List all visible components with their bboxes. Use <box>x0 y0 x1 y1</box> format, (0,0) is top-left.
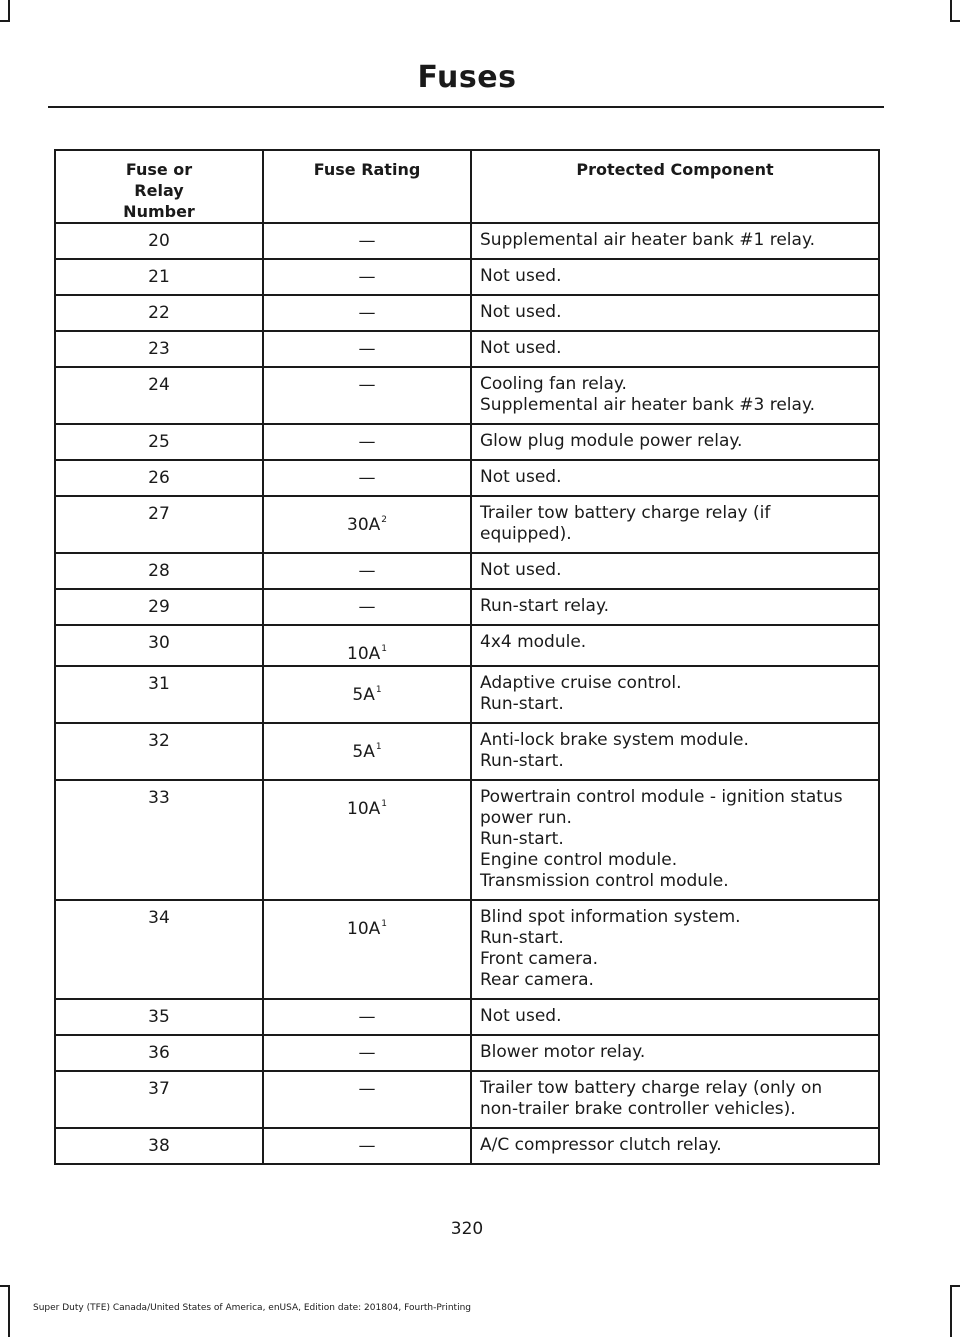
protected-component-cell <box>471 900 879 999</box>
table-row <box>55 666 879 723</box>
fuse-rating-cell <box>263 295 471 331</box>
protected-component-list <box>472 332 878 366</box>
page-number: 320 <box>450 1219 484 1239</box>
protected-component: Blower motor relay. <box>480 1042 646 1062</box>
column-header-rating <box>263 150 471 223</box>
protected-component: Anti-lock brake system module. <box>480 730 749 750</box>
title-rule <box>48 106 884 108</box>
fuse-rating-cell <box>263 1035 471 1071</box>
protected-component: Not used. <box>480 467 562 487</box>
fuse-rating-wrapper <box>264 724 470 763</box>
table-row <box>55 331 879 367</box>
crop-mark <box>950 1285 952 1337</box>
fuse-number: 25 <box>148 432 170 452</box>
protected-component: Powertrain control module - ignition status <box>480 787 843 807</box>
fuse-number-cell <box>55 496 263 553</box>
protected-component: Not used. <box>480 302 562 322</box>
fuse-number: 30 <box>148 633 170 653</box>
protected-component: Glow plug module power relay. <box>480 431 743 451</box>
protected-component-list <box>472 590 878 624</box>
fuse-rating: — <box>358 1079 376 1099</box>
fuse-number-cell <box>55 460 263 496</box>
protected-component-list <box>472 1036 878 1070</box>
fuse-rating: — <box>358 303 376 323</box>
fuse-number: 24 <box>148 375 170 395</box>
fuse-number: 37 <box>148 1079 170 1099</box>
protected-component-cell <box>471 1071 879 1128</box>
protected-component: Trailer tow battery charge relay (only on <box>480 1078 823 1098</box>
table-row <box>55 723 879 780</box>
protected-component: Transmission control module. <box>480 871 729 891</box>
protected-component-list <box>472 260 878 294</box>
fuse-number: 36 <box>148 1043 170 1063</box>
fuse-rating-wrapper <box>264 781 470 820</box>
fuse-rating-cell <box>263 625 471 666</box>
protected-component: Supplemental air heater bank #1 relay. <box>480 230 815 250</box>
protected-component-list <box>472 461 878 495</box>
fuse-number-cell <box>55 780 263 900</box>
protected-component-cell <box>471 999 879 1035</box>
crop-mark <box>950 1285 960 1287</box>
crop-mark <box>950 0 952 20</box>
fuse-number: 22 <box>148 303 170 323</box>
fuse-number-cell <box>55 367 263 424</box>
protected-component-list <box>472 626 878 660</box>
crop-mark <box>0 1285 10 1287</box>
fuse-rating-wrapper <box>264 260 470 288</box>
protected-component-list <box>472 724 878 779</box>
fuse-rating-cell <box>263 900 471 999</box>
table-row <box>55 999 879 1035</box>
protected-component-cell <box>471 331 879 367</box>
fuse-rating: 10A <box>347 919 381 939</box>
protected-component-list <box>472 1129 878 1163</box>
crop-mark <box>950 20 960 22</box>
protected-component-cell <box>471 1128 879 1164</box>
fuse-rating-cell <box>263 223 471 259</box>
fuse-number-cell <box>55 589 263 625</box>
fuse-rating: — <box>358 267 376 287</box>
protected-component-cell <box>471 295 879 331</box>
fuse-number: 23 <box>148 339 170 359</box>
rating-footnote-marker: 1 <box>381 644 387 654</box>
fuse-rating: — <box>358 231 376 251</box>
fuse-number-cell <box>55 1035 263 1071</box>
fuse-rating: 10A <box>347 799 381 819</box>
fuse-rating-cell <box>263 723 471 780</box>
protected-component-cell <box>471 589 879 625</box>
protected-component-list <box>472 667 878 722</box>
protected-component-list <box>472 224 878 258</box>
crop-mark <box>0 20 10 22</box>
rating-footnote-marker: 1 <box>375 742 382 752</box>
fuse-number-cell <box>55 1071 263 1128</box>
protected-component: Run-start. <box>480 829 564 849</box>
fuse-rating: — <box>358 561 376 581</box>
column-header-label: Fuse or Relay Number <box>123 160 195 221</box>
protected-component: Not used. <box>480 338 562 358</box>
fuse-rating: 5A <box>352 742 375 762</box>
footer-text: Super Duty (TFE) Canada/United States of America, enUSA, Edition date: 201804, Fourth-Printing <box>33 1303 472 1313</box>
fuse-rating-cell <box>263 780 471 900</box>
crop-mark <box>8 1285 10 1337</box>
protected-component-list <box>472 901 878 998</box>
table-row <box>55 496 879 553</box>
protected-component-list <box>472 296 878 330</box>
column-header-component <box>471 150 879 223</box>
rating-footnote-marker: 1 <box>381 919 387 929</box>
table-row <box>55 900 879 999</box>
table-row <box>55 589 879 625</box>
fuse-rating-wrapper <box>264 1129 470 1157</box>
fuse-number-cell <box>55 999 263 1035</box>
fuse-rating-cell <box>263 589 471 625</box>
table-row <box>55 295 879 331</box>
table-row <box>55 367 879 424</box>
fuse-number-cell <box>55 666 263 723</box>
fuse-rating-wrapper <box>264 1036 470 1064</box>
fuse-rating-wrapper <box>264 554 470 582</box>
protected-component: Blind spot information system. <box>480 907 741 927</box>
protected-component-list <box>472 781 878 899</box>
fuse-rating-cell <box>263 666 471 723</box>
fuse-number-cell <box>55 900 263 999</box>
fuse-rating-cell <box>263 1128 471 1164</box>
table-row <box>55 424 879 460</box>
fuse-rating-wrapper <box>264 1072 470 1100</box>
fuse-table <box>54 149 880 1165</box>
page-title: Fuses <box>417 60 517 95</box>
fuse-rating: 30A <box>347 515 381 535</box>
protected-component: Front camera. <box>480 949 598 969</box>
fuse-rating-cell <box>263 259 471 295</box>
column-header-label: Fuse Rating <box>313 160 421 179</box>
protected-component-cell <box>471 496 879 553</box>
fuse-rating-cell <box>263 331 471 367</box>
protected-component: Run-start. <box>480 694 564 714</box>
table-row <box>55 780 879 900</box>
protected-component-cell <box>471 1035 879 1071</box>
table-header-row <box>55 150 879 223</box>
fuse-number-cell <box>55 223 263 259</box>
fuse-rating: — <box>358 597 376 617</box>
table-row <box>55 223 879 259</box>
fuse-rating: — <box>358 339 376 359</box>
fuse-rating: 5A <box>352 685 375 705</box>
protected-component-cell <box>471 780 879 900</box>
protected-component: Not used. <box>480 1006 562 1026</box>
column-header-number <box>55 150 263 223</box>
table-row <box>55 1128 879 1164</box>
protected-component: Not used. <box>480 560 562 580</box>
fuse-number-cell <box>55 295 263 331</box>
fuse-number: 28 <box>148 561 170 581</box>
protected-component-cell <box>471 666 879 723</box>
protected-component-cell <box>471 460 879 496</box>
fuse-rating-wrapper <box>264 461 470 489</box>
fuse-rating-wrapper <box>264 368 470 396</box>
protected-component: equipped). <box>480 524 572 544</box>
fuse-rating-cell <box>263 999 471 1035</box>
rating-footnote-marker: 1 <box>375 685 382 695</box>
fuse-rating: — <box>358 1007 376 1027</box>
fuse-rating: — <box>358 1136 376 1156</box>
table-row <box>55 460 879 496</box>
protected-component: Adaptive cruise control. <box>480 673 682 693</box>
fuse-rating-cell <box>263 553 471 589</box>
fuse-rating-wrapper <box>264 1000 470 1028</box>
fuse-rating-cell <box>263 460 471 496</box>
fuse-number-cell <box>55 1128 263 1164</box>
fuse-number-cell <box>55 424 263 460</box>
crop-mark <box>8 0 10 20</box>
fuse-number: 26 <box>148 468 170 488</box>
fuse-number: 29 <box>148 597 170 617</box>
protected-component-cell <box>471 553 879 589</box>
protected-component: Trailer tow battery charge relay (if <box>480 503 771 523</box>
protected-component: Rear camera. <box>480 970 594 990</box>
protected-component-list <box>472 368 878 423</box>
fuse-rating-cell <box>263 1071 471 1128</box>
rating-footnote-marker: 2 <box>381 515 387 525</box>
fuse-number: 32 <box>148 731 170 751</box>
fuse-rating: 10A <box>347 644 381 664</box>
protected-component-list <box>472 497 878 552</box>
protected-component-cell <box>471 625 879 666</box>
fuse-number: 35 <box>148 1007 170 1027</box>
fuse-number-cell <box>55 553 263 589</box>
fuse-rating-wrapper <box>264 497 470 536</box>
fuse-number: 21 <box>148 267 170 287</box>
fuse-number: 31 <box>148 674 170 694</box>
fuse-number-cell <box>55 259 263 295</box>
fuse-rating-wrapper <box>264 296 470 324</box>
fuse-rating: — <box>358 375 376 395</box>
protected-component: Run-start. <box>480 928 564 948</box>
protected-component-list <box>472 554 878 588</box>
protected-component: Not used. <box>480 266 562 286</box>
protected-component: A/C compressor clutch relay. <box>480 1135 722 1155</box>
protected-component: Cooling fan relay. <box>480 374 627 394</box>
fuse-number: 33 <box>148 788 170 808</box>
protected-component-list <box>472 1072 878 1127</box>
fuse-rating-wrapper <box>264 626 470 665</box>
protected-component-list <box>472 425 878 459</box>
protected-component-cell <box>471 259 879 295</box>
protected-component-list <box>472 1000 878 1034</box>
fuse-number-cell <box>55 625 263 666</box>
protected-component: Run-start relay. <box>480 596 609 616</box>
protected-component: Supplemental air heater bank #3 relay. <box>480 395 815 415</box>
protected-component: Run-start. <box>480 751 564 771</box>
fuse-rating: — <box>358 432 376 452</box>
fuse-rating-wrapper <box>264 425 470 453</box>
fuse-rating-cell <box>263 424 471 460</box>
protected-component: Engine control module. <box>480 850 678 870</box>
table-row <box>55 1035 879 1071</box>
protected-component: 4x4 module. <box>480 632 587 652</box>
protected-component: power run. <box>480 808 572 828</box>
protected-component-cell <box>471 367 879 424</box>
protected-component-cell <box>471 723 879 780</box>
fuse-table-body <box>55 223 879 1164</box>
fuse-number-cell <box>55 331 263 367</box>
fuse-rating-cell <box>263 367 471 424</box>
column-header-label: Protected Component <box>576 160 774 179</box>
fuse-rating: — <box>358 468 376 488</box>
protected-component-cell <box>471 223 879 259</box>
fuse-rating-wrapper <box>264 590 470 618</box>
fuse-number: 34 <box>148 908 170 928</box>
fuse-number: 20 <box>148 231 170 251</box>
fuse-number-cell <box>55 723 263 780</box>
table-row <box>55 1071 879 1128</box>
protected-component-cell <box>471 424 879 460</box>
fuse-rating-wrapper <box>264 901 470 940</box>
table-row <box>55 553 879 589</box>
protected-component: non-trailer brake controller vehicles). <box>480 1099 796 1119</box>
fuse-rating-cell <box>263 496 471 553</box>
table-row <box>55 259 879 295</box>
fuse-rating-wrapper <box>264 332 470 360</box>
fuse-rating-wrapper <box>264 224 470 252</box>
fuse-number: 27 <box>148 504 170 524</box>
fuse-rating: — <box>358 1043 376 1063</box>
fuse-number: 38 <box>148 1136 170 1156</box>
rating-footnote-marker: 1 <box>381 799 387 809</box>
fuse-rating-wrapper <box>264 667 470 706</box>
table-row <box>55 625 879 666</box>
